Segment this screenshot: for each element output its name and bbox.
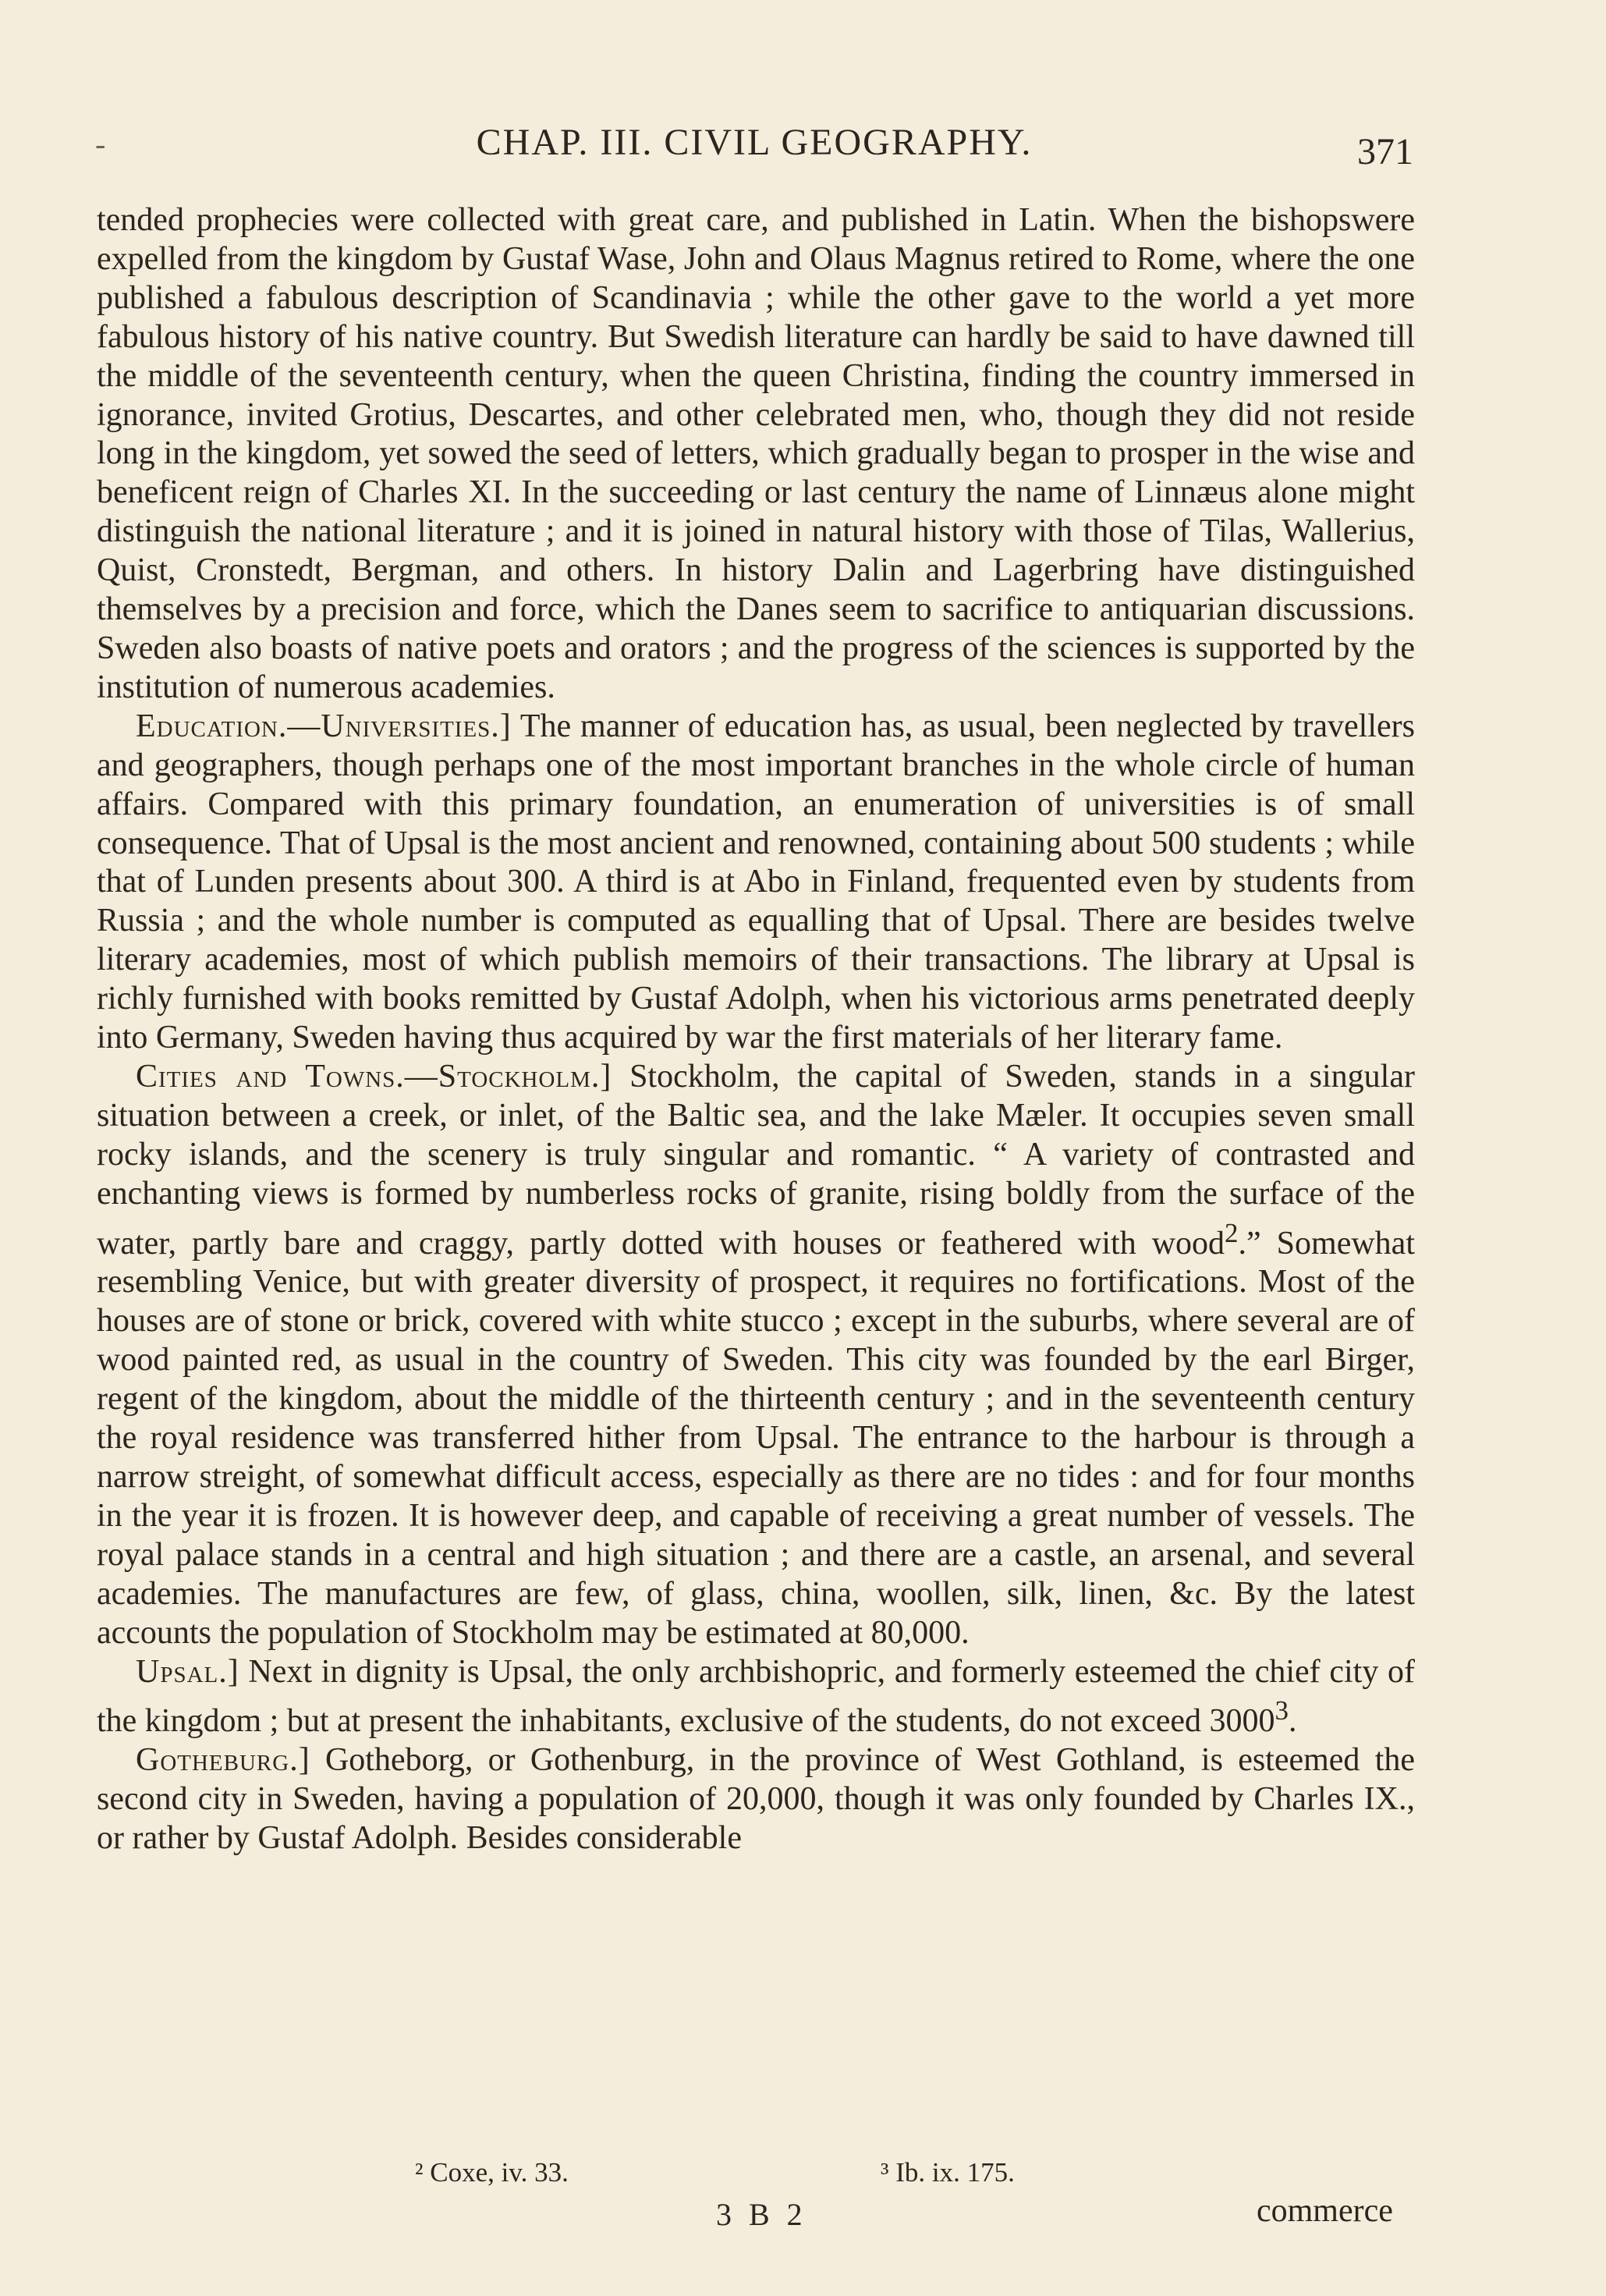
- footnote-2: ² Coxe, iv. 33.: [415, 2157, 569, 2188]
- signature-mark: 3 B 2: [716, 2197, 807, 2232]
- catchword: commerce: [1257, 2193, 1393, 2229]
- gotheburg-text: Gotheborg, or Gothenburg, in the province of West Gothland, is esteemed the second city in Sweden, having a population of 20,000, though it was only founded by Charles IX., or rather by Gustaf Adolph. Besides considerable: [97, 1742, 1416, 1857]
- paragraph-upsal: [97, 1653, 1415, 1742]
- upsal-text-end: .: [1289, 1703, 1297, 1740]
- stockholm-text-cont: .” Somewhat resembling Venice, but with greater diversity of prospect, it requires no fortifications. Most of the houses are of stone or brick, covered with white stucco ; except in the suburbs, where several are of wood painted red, as usual in the country of Sweden. This city was founded by the earl Birger, regent of the kingdom, about the middle of the thirteenth century ; and in the seventeenth century the royal residence was transferred hither from Upsal. The entrance to the harbour is through a narrow streight, of somewhat difficult access, especially as there are no tides : and for four months in the year it is frozen. It is however deep, and capable of receiving a great number of vessels. The royal palace stands in a central and high situation ; and there are a castle, an arsenal, and several academies. The manufactures are few, of glass, china, woollen, silk, linen, &c. By the latest accounts the population of Stockholm may be estimated at 80,000.: [97, 1225, 1415, 1651]
- footnotes: [97, 2157, 1415, 2196]
- paragraph-education: [97, 708, 1415, 1058]
- body-text: [97, 201, 1415, 1858]
- margin-dash: -: [95, 126, 106, 161]
- upsal-text: Next in dignity is Upsal, the only archbishopric, and formerly esteemed the chief city of the kingdom ; but at present the inhabitants, exclusive of the students, do not exceed 3000: [97, 1653, 1416, 1740]
- footnote-ref-2: 2: [1225, 1217, 1239, 1248]
- stockholm-text: Stockholm, the capital of Sweden, stands in a singular situation between a creek, or inlet, of the Baltic sea, and the lake Mæler. It occupies seven small rocky islands, and the scenery is truly singular and romantic. “ A variety of contrasted and enchanting views is formed by numberless rocks of granite, rising boldly from the surface of the water, partly bare and craggy, partly dotted with houses or feathered with wood: [97, 1058, 1415, 1262]
- footnote-ref-3: 3: [1275, 1695, 1289, 1726]
- paragraph-stockholm: [97, 1058, 1415, 1653]
- section-heading-gotheburg: Gotheburg.]: [136, 1742, 310, 1779]
- section-heading-education: Education.—Universities.]: [136, 708, 512, 744]
- page-header: [95, 121, 1413, 176]
- running-head: CHAP. III. CIVIL GEOGRAPHY.: [476, 122, 1033, 163]
- section-heading-cities: Cities and Towns.—Stockholm.]: [136, 1058, 612, 1095]
- page-number: 371: [1357, 131, 1413, 172]
- education-text: The manner of education has, as usual, been neglected by travellers and geographers, though perhaps one of the most important branches in the whole circle of human affairs. Compared with this primary foundation, an enumeration of universities is of small consequence. That of Upsal is the most ancient and renowned, containing about 500 students ; while that of Lunden presents about 300. A third is at Abo in Finland, frequented even by students from Russia ; and the whole number is computed as equalling that of Upsal. There are besides twelve literary academies, most of which publish memoirs of their transactions. The library at Upsal is richly furnished with books remitted by Gustaf Adolph, when his victorious arms penetrated deeply into Germany, Sweden having thus acquired by war the first materials of her literary fame.: [97, 708, 1415, 1056]
- paragraph-gotheburg: [97, 1741, 1415, 1858]
- paragraph-literature: tended prophecies were collected with great care, and published in Latin. When the bishopswere expelled from the kingdom by Gustaf Wase, John and Olaus Magnus retired to Rome, where the one published a fabulous description of Scandinavia ; while the other gave to the world a yet more fabulous history of his native country. But Swedish literature can hardly be said to have dawned till the middle of the seventeenth century, when the queen Christina, finding the country immersed in ignorance, invited Grotius, Descartes, and other celebrated men, who, though they did not reside long in the kingdom, yet sowed the seed of letters, which gradually began to prosper in the wise and beneficent reign of Charles XI. In the succeeding or last century the name of Linnæus alone might distinguish the national literature ; and it is joined in natural history with those of Tilas, Wallerius, Quist, Cronstedt, Bergman, and others. In history Dalin and Lagerbring have distinguished themselves by a precision and force, which the Danes seem to sacrifice to antiquarian discussions. Sweden also boasts of native poets and orators ; and the progress of the sciences is supported by the institution of numerous academies.: [97, 202, 1415, 705]
- footnote-3: ³ Ib. ix. 175.: [881, 2157, 1015, 2188]
- section-heading-upsal: Upsal.]: [136, 1653, 239, 1690]
